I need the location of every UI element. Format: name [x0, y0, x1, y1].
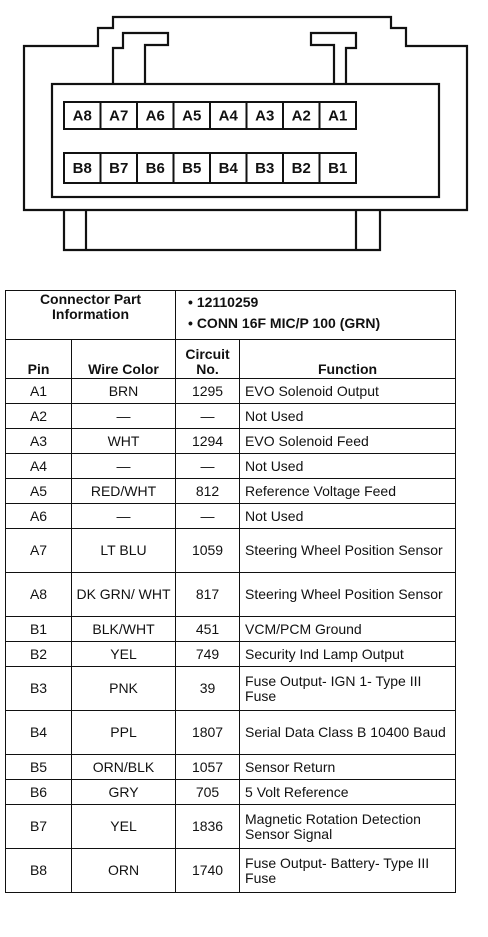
connector-face-diagram: [0, 0, 488, 262]
pin-label: B3: [255, 160, 275, 177]
table-row: [6, 755, 456, 780]
wire-color-cell: YEL: [72, 642, 176, 667]
function-cell: Security Ind Lamp Output: [240, 642, 456, 667]
circuit-number-cell: 1057: [176, 755, 240, 780]
circuit-number-cell: 1059: [176, 529, 240, 573]
function-cell: Sensor Return: [240, 755, 456, 780]
pin-cell: B2: [6, 642, 72, 667]
circuit-number-cell: —: [176, 504, 240, 529]
pin-label: A3: [255, 107, 275, 125]
function-cell: Reference Voltage Feed: [240, 479, 456, 504]
pin-label: B7: [109, 160, 129, 177]
table-row: [6, 667, 456, 711]
circuit-number-cell: 817: [176, 573, 240, 617]
function-cell: VCM/PCM Ground: [240, 617, 456, 642]
pin-cell: B3: [6, 667, 72, 711]
pin-cell: A3: [6, 429, 72, 454]
table-row: [6, 504, 456, 529]
table-row: [6, 429, 456, 454]
function-cell: Serial Data Class B 10400 Baud: [240, 711, 456, 755]
circuit-number-cell: 1294: [176, 429, 240, 454]
circuit-number-cell: 705: [176, 780, 240, 805]
pin-cell: B6: [6, 780, 72, 805]
connector-part-numbers: [176, 291, 456, 340]
connector-part-info-label: Connector Part Information: [6, 291, 176, 340]
wire-color-cell: LT BLU: [72, 529, 176, 573]
table-row: [6, 479, 456, 504]
wire-color-cell: BRN: [72, 379, 176, 404]
table-row: [6, 454, 456, 479]
wire-color-cell: DK GRN/ WHT: [72, 573, 176, 617]
table-row: [6, 711, 456, 755]
column-header-pin: Pin: [6, 340, 72, 379]
table-row: [6, 617, 456, 642]
wire-color-cell: ORN/BLK: [72, 755, 176, 780]
pin-cell: A5: [6, 479, 72, 504]
pin-label: B6: [145, 160, 165, 177]
circuit-number-cell: 39: [176, 667, 240, 711]
pin-label: B1: [328, 160, 348, 177]
function-cell: EVO Solenoid Output: [240, 379, 456, 404]
part-number-line: • CONN 16F MIC/P 100 (GRN): [188, 315, 381, 331]
function-cell: Fuse Output- Battery- Type III Fuse: [240, 849, 456, 893]
column-header-wire-color: Wire Color: [72, 340, 176, 379]
pin-label: A2: [291, 107, 311, 125]
circuit-number-cell: —: [176, 404, 240, 429]
pin-label: B4: [218, 160, 238, 177]
table-row: [6, 642, 456, 667]
function-cell: Steering Wheel Position Sensor: [240, 529, 456, 573]
function-cell: Not Used: [240, 454, 456, 479]
wire-color-cell: YEL: [72, 805, 176, 849]
part-number-line: • 12110259: [188, 294, 259, 310]
connector-skirt: [64, 210, 380, 250]
wire-color-cell: —: [72, 454, 176, 479]
circuit-number-cell: 1740: [176, 849, 240, 893]
wire-color-cell: —: [72, 504, 176, 529]
table-row: [6, 780, 456, 805]
function-cell: Not Used: [240, 504, 456, 529]
wire-color-cell: GRY: [72, 780, 176, 805]
function-cell: Not Used: [240, 404, 456, 429]
pin-label: B2: [291, 160, 311, 177]
pin-cell: A8: [6, 573, 72, 617]
circuit-number-cell: 749: [176, 642, 240, 667]
function-cell: Magnetic Rotation Detection Sensor Signal: [240, 805, 456, 849]
pin-label: A7: [109, 107, 129, 125]
pin-cell: A4: [6, 454, 72, 479]
pin-cell: A2: [6, 404, 72, 429]
circuit-number-cell: 812: [176, 479, 240, 504]
table-row: [6, 404, 456, 429]
table-header-row: [6, 291, 456, 340]
wire-color-cell: BLK/WHT: [72, 617, 176, 642]
table-row: [6, 379, 456, 404]
pin-row-b: [64, 153, 356, 183]
pin-label: A5: [182, 107, 202, 125]
circuit-number-cell: 1836: [176, 805, 240, 849]
connector-latch-right: [311, 33, 356, 84]
wire-color-cell: PNK: [72, 667, 176, 711]
table-row: [6, 573, 456, 617]
wire-color-cell: WHT: [72, 429, 176, 454]
pin-label: B5: [182, 160, 202, 177]
table-row: [6, 529, 456, 573]
pin-label: B8: [72, 160, 92, 177]
circuit-number-cell: 451: [176, 617, 240, 642]
pin-cell: A6: [6, 504, 72, 529]
pin-cell: A7: [6, 529, 72, 573]
connector-pin-table: [5, 290, 456, 893]
pin-cell: B5: [6, 755, 72, 780]
wire-color-cell: RED/WHT: [72, 479, 176, 504]
circuit-number-cell: 1295: [176, 379, 240, 404]
function-cell: 5 Volt Reference: [240, 780, 456, 805]
pin-label: A8: [72, 107, 92, 125]
circuit-number-cell: 1807: [176, 711, 240, 755]
pin-cell: B8: [6, 849, 72, 893]
pin-row-a: [64, 102, 356, 129]
pin-cell: B4: [6, 711, 72, 755]
pin-cell: B7: [6, 805, 72, 849]
function-cell: Fuse Output- IGN 1- Type III Fuse: [240, 667, 456, 711]
wire-color-cell: PPL: [72, 711, 176, 755]
table-row: [6, 849, 456, 893]
circuit-number-cell: —: [176, 454, 240, 479]
column-header-circuit-no: Circuit No.: [176, 340, 240, 379]
pin-label: A1: [328, 107, 348, 125]
function-cell: EVO Solenoid Feed: [240, 429, 456, 454]
table-row: [6, 805, 456, 849]
wire-color-cell: —: [72, 404, 176, 429]
connector-latch: [113, 33, 168, 84]
pin-label: A4: [218, 107, 238, 125]
column-header-function: Function: [240, 340, 456, 379]
pin-label: A6: [145, 107, 165, 125]
pin-cell: B1: [6, 617, 72, 642]
wire-color-cell: ORN: [72, 849, 176, 893]
column-header-row: [6, 340, 456, 379]
function-cell: Steering Wheel Position Sensor: [240, 573, 456, 617]
pin-cell: A1: [6, 379, 72, 404]
